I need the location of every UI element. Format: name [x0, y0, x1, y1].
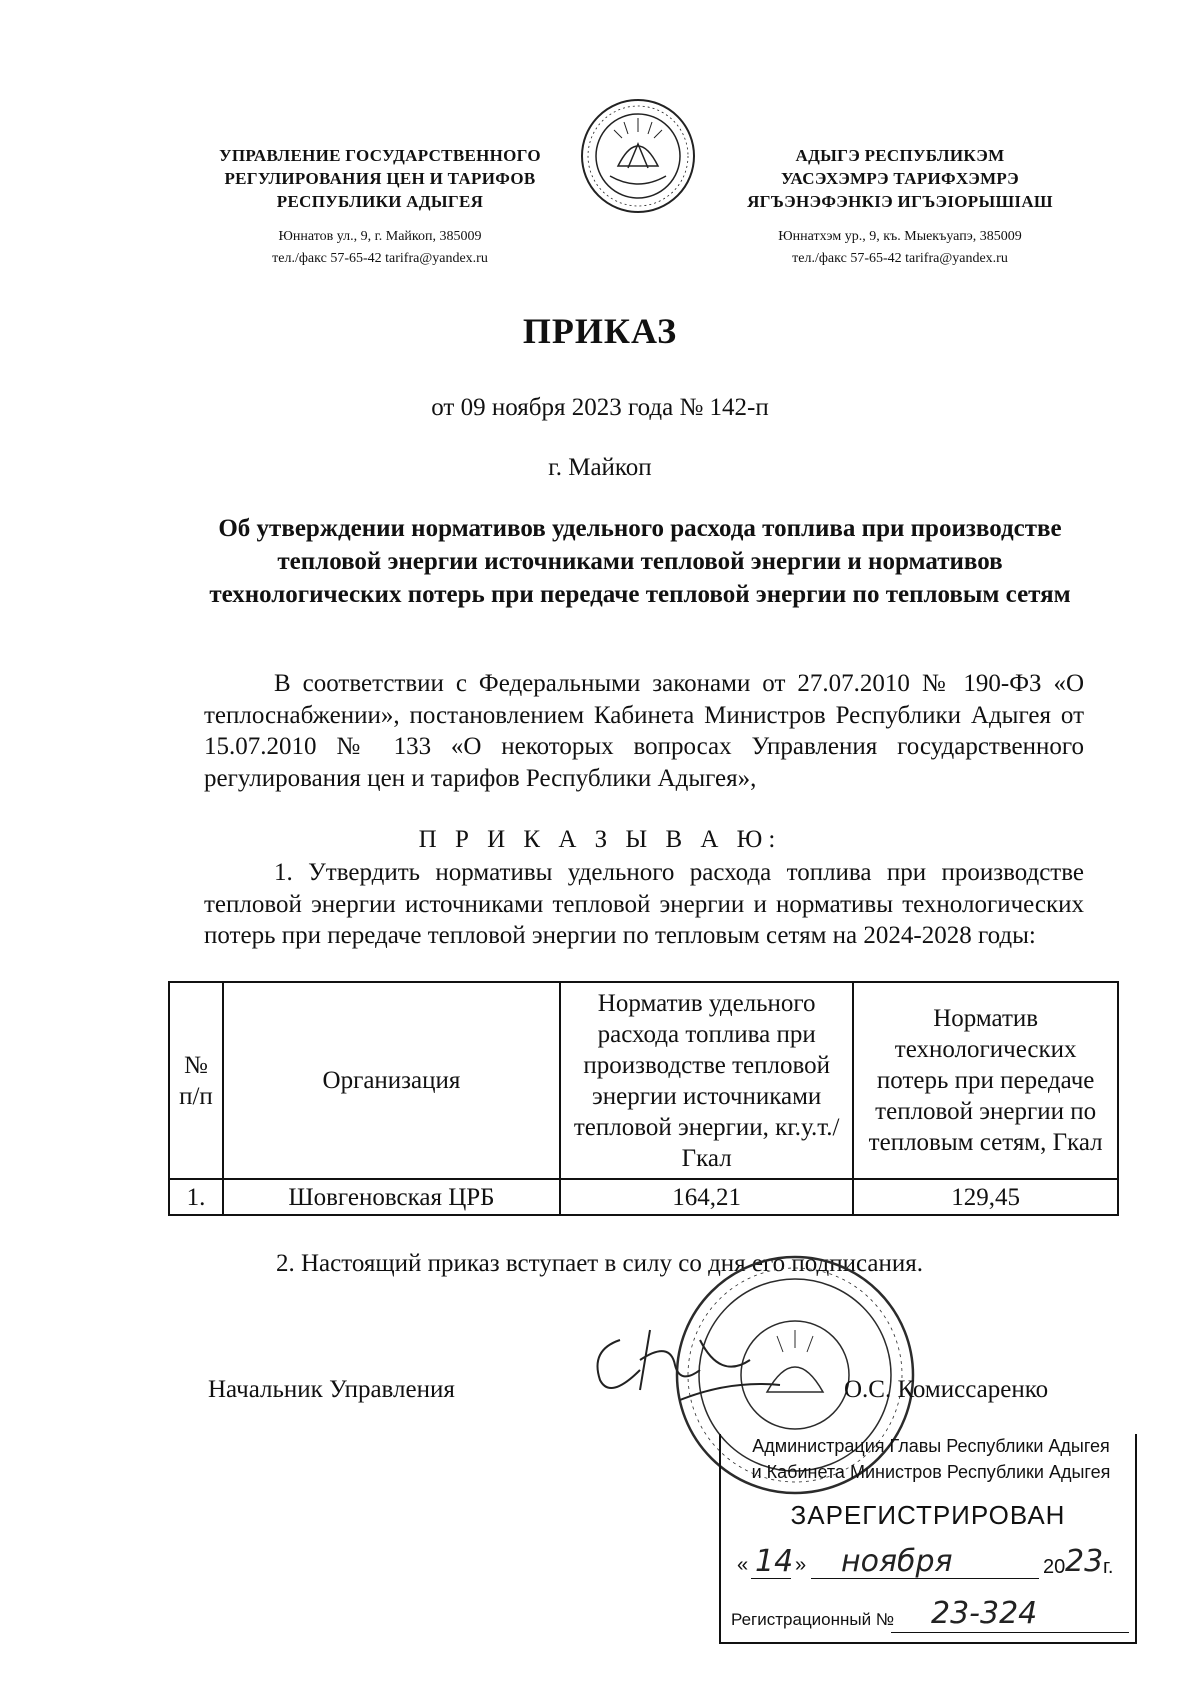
header-num: № п/п [169, 982, 223, 1179]
issuer-address-ru [180, 226, 580, 270]
header-fuel-norm: Норматив удельного расхода топлива при производстве тепловой энергии источниками тепловой энергии, кг.у.т./Гкал [560, 982, 853, 1179]
registration-status: ЗАРЕГИСТРИРОВАН [790, 1500, 1066, 1530]
registration-year-prefix: 20 [1043, 1556, 1066, 1578]
registration-authority-line1: Администрация Главы Республики Адыгея [752, 1436, 1110, 1456]
registration-number-label: Регистрационный № [731, 1610, 895, 1629]
row-fuel-value: 164,21 [560, 1179, 853, 1215]
preamble-text: В соответствии с Федеральными законами от 27.07.2010 № 190-ФЗ «О теплоснабжении», постановлением Кабинета Министров Республики Адыгея от 15.07.2010 № 133 «О некоторых вопросах Управления государственного регулирования цен и тарифов Республики Адыгея», [204, 670, 1084, 792]
contacts-line: тел./факс 57-65-42 tarifra@yandex.ru [272, 251, 488, 266]
issuer-line: УПРАВЛЕНИЕ ГОСУДАРСТВЕННОГО [219, 146, 541, 165]
registration-authority-line2: и Кабинета Министров Республики Адыгея [751, 1462, 1111, 1482]
issuer-line: ЯГЪЭНЭФЭНКIЭ ИГЪЭIОРЫШIАШ [747, 192, 1053, 211]
registration-number: 23-324 [931, 1596, 1038, 1631]
document-date-number: от 09 ноября 2023 года № 142-п [431, 394, 769, 421]
row-loss-value: 129,45 [853, 1179, 1118, 1215]
issuer-name-ru [180, 144, 580, 213]
registration-day: 14 [755, 1544, 794, 1579]
signatory-name: О.С. Комиссаренко [844, 1376, 1049, 1403]
signatory-position: Начальник Управления [208, 1376, 455, 1403]
registration-year-suffix: 23 [1065, 1544, 1104, 1579]
item-2-text: 2. Настоящий приказ вступает в силу со дня его подписания. [276, 1250, 924, 1277]
coat-of-arms-emblem [578, 96, 698, 216]
document-subject: Об утверждении нормативов удельного расхода топлива при производстве тепловой энергии источниками тепловой энергии и нормативов технологических потерь при передаче тепловой энергии по тепловым сетям [209, 515, 1071, 608]
registration-stamp [719, 1434, 1137, 1644]
table-header-row [169, 982, 1118, 1179]
issuer-line: УАСЭХЭМРЭ ТАРИФХЭМРЭ [781, 169, 1019, 188]
header-organization: Организация [223, 982, 560, 1179]
order-word: П Р И К А З Ы В А Ю: [418, 826, 782, 853]
document-title: ПРИКАЗ [522, 311, 678, 351]
issuer-line: АДЫГЭ РЕСПУБЛИКЭМ [795, 146, 1005, 165]
issuer-address-ady [710, 226, 1090, 270]
item-1-paragraph [204, 857, 1084, 952]
registration-number-row [731, 1596, 1131, 1636]
table-row [169, 1179, 1118, 1215]
issuer-line: РЕСПУБЛИКИ АДЫГЕЯ [276, 192, 484, 211]
header-loss-norm: Норматив технологических потерь при передаче тепловой энергии по тепловым сетям, Гкал [853, 982, 1118, 1179]
contacts-line: тел./факс 57-65-42 tarifra@yandex.ru [792, 251, 1008, 266]
document-city: г. Майкоп [548, 454, 652, 481]
address-line: Юннатхэм ур., 9, къ. Мыекъуапэ, 385009 [778, 229, 1022, 244]
registration-month: ноября [841, 1544, 953, 1579]
handwritten-signature [580, 1310, 790, 1410]
issuer-name-ady [710, 144, 1090, 213]
registration-year-end: г. [1103, 1556, 1114, 1578]
norms-table [168, 981, 1119, 1216]
row-num: 1. [169, 1179, 223, 1215]
issuer-line: РЕГУЛИРОВАНИЯ ЦЕН И ТАРИФОВ [224, 169, 536, 188]
row-organization: Шовгеновская ЦРБ [223, 1179, 560, 1215]
preamble-paragraph [204, 668, 1084, 794]
registration-date: « 14 » ноября 20 23 г. [737, 1544, 1114, 1579]
item-1-text: 1. Утвердить нормативы удельного расхода топлива при производстве тепловой энергии источниками тепловой энергии и нормативы технологических потерь при передаче тепловой энергии по тепловым сетям на 2024-2028 годы: [204, 859, 1084, 949]
address-line: Юннатов ул., 9, г. Майкоп, 385009 [278, 229, 482, 244]
